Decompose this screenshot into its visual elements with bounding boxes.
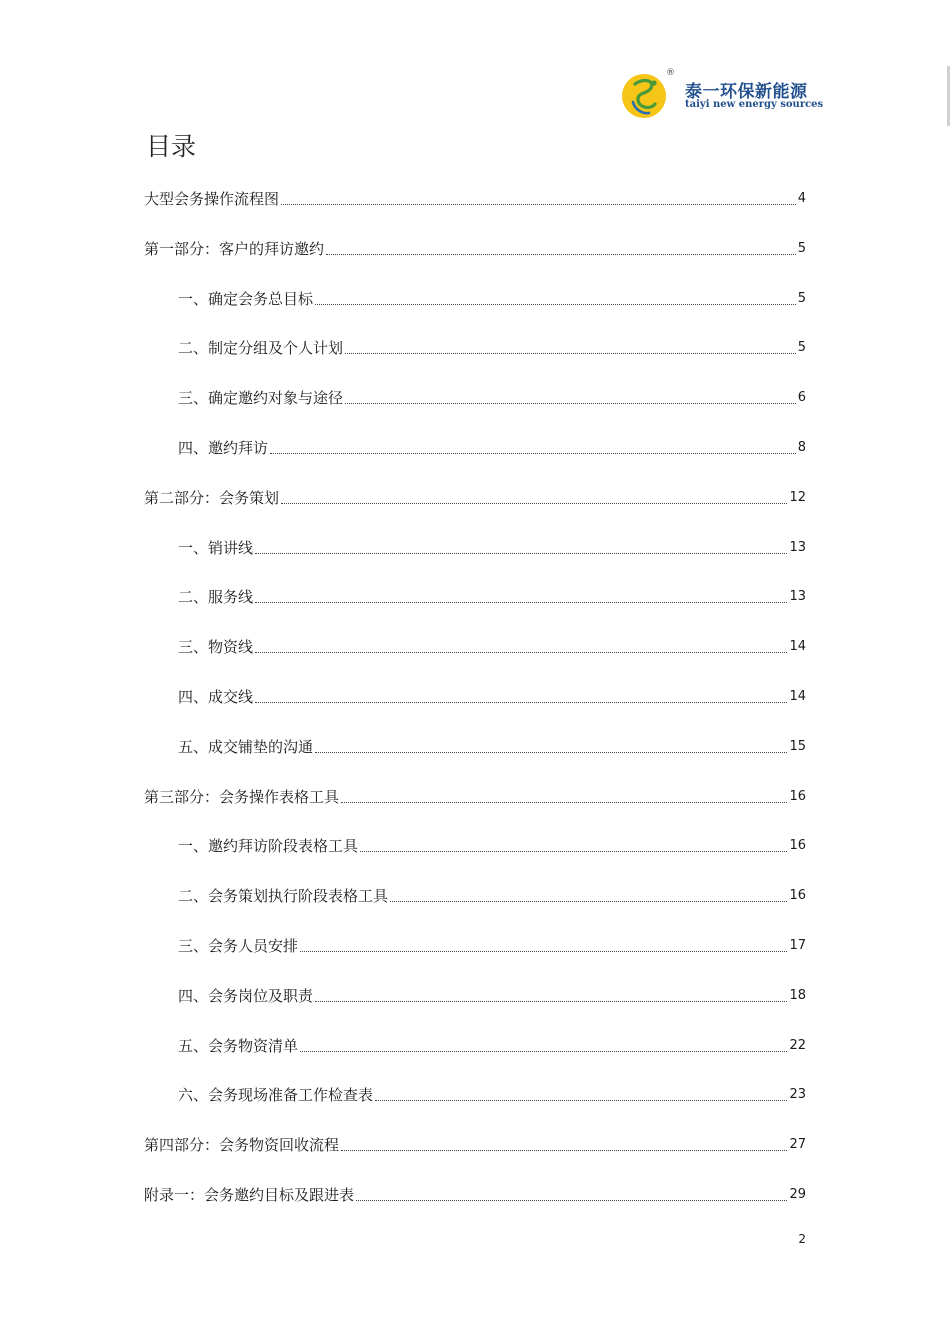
toc-dot-leader — [341, 801, 787, 803]
toc-entry-label: 第四部分：会务物资回收流程 — [144, 1136, 340, 1154]
toc-entry-label: 一、邀约拜访阶段表格工具 — [178, 837, 359, 855]
toc-entry-page: 22 — [789, 1038, 806, 1053]
toc-dot-leader — [390, 900, 787, 902]
toc-entry-page: 16 — [789, 838, 806, 853]
toc-entry-page: 27 — [789, 1137, 806, 1152]
toc-entry-page: 16 — [789, 888, 806, 903]
toc-entry[interactable] — [178, 884, 806, 906]
toc-title: 目录 — [146, 132, 197, 161]
toc-entry[interactable] — [178, 287, 806, 309]
toc-entry-page: 13 — [789, 540, 806, 555]
toc-dot-leader — [341, 1149, 787, 1151]
toc-entry-page: 16 — [789, 789, 806, 804]
toc-entry[interactable] — [178, 336, 806, 358]
toc-entry[interactable] — [144, 1133, 806, 1155]
toc-entry-label: 四、成交线 — [178, 688, 254, 706]
toc-entry[interactable] — [178, 635, 806, 657]
toc-entry[interactable] — [178, 934, 806, 956]
toc-dot-leader — [281, 502, 787, 504]
toc-entry-label: 二、会务策划执行阶段表格工具 — [178, 887, 389, 905]
registered-mark: ® — [666, 68, 675, 78]
toc-entry-label: 三、会务人员安排 — [178, 937, 299, 955]
toc-entry[interactable] — [178, 536, 806, 558]
toc-entry-label: 一、确定会务总目标 — [178, 290, 314, 308]
logo-english-name: taiyi new energy sources — [685, 99, 824, 110]
toc-entry-label: 第一部分：客户的拜访邀约 — [144, 240, 325, 258]
toc-entry-label: 三、物资线 — [178, 638, 254, 656]
toc-entry[interactable] — [144, 1183, 806, 1205]
toc-entry[interactable] — [178, 585, 806, 607]
toc-entry[interactable] — [178, 386, 806, 408]
toc-entry-page: 23 — [789, 1087, 806, 1102]
toc-dot-leader — [345, 352, 796, 354]
toc-dot-leader — [315, 1000, 787, 1002]
toc-dot-leader — [375, 1099, 787, 1101]
toc-dot-leader — [315, 751, 787, 753]
toc-dot-leader — [255, 601, 787, 603]
toc-dot-leader — [356, 1199, 787, 1201]
toc-entry-label: 第三部分：会务操作表格工具 — [144, 788, 340, 806]
toc-entry-page: 13 — [789, 589, 806, 604]
page-number: 2 — [798, 1232, 806, 1246]
toc-entry-label: 三、确定邀约对象与途径 — [178, 389, 344, 407]
toc-entry-page: 6 — [797, 390, 806, 405]
company-logo — [621, 68, 824, 124]
toc-entry[interactable] — [144, 785, 806, 807]
toc-entry[interactable] — [178, 735, 806, 757]
toc-entry-label: 附录一：会务邀约目标及跟进表 — [144, 1186, 355, 1204]
toc-dot-leader — [255, 701, 787, 703]
toc-dot-leader — [281, 203, 796, 205]
toc-entry-label: 二、制定分组及个人计划 — [178, 339, 344, 357]
toc-entry-label: 五、会务物资清单 — [178, 1037, 299, 1055]
toc-entry[interactable] — [144, 187, 806, 209]
toc-dot-leader — [360, 850, 787, 852]
toc-entry-label: 四、邀约拜访 — [178, 439, 269, 457]
toc-entry-page: 15 — [789, 739, 806, 754]
toc-dot-leader — [326, 253, 796, 255]
toc-entry[interactable] — [178, 685, 806, 707]
toc-entry-page: 14 — [789, 639, 806, 654]
toc-entry-label: 六、会务现场准备工作检查表 — [178, 1086, 374, 1104]
toc-entry-page: 8 — [797, 440, 806, 455]
toc-entry-page: 18 — [789, 988, 806, 1003]
toc-entry-label: 五、成交铺垫的沟通 — [178, 738, 314, 756]
toc-entry[interactable] — [178, 1083, 806, 1105]
toc-entry[interactable] — [178, 1034, 806, 1056]
toc-entry-label: 四、会务岗位及职责 — [178, 987, 314, 1005]
toc-entry-page: 4 — [797, 191, 806, 206]
toc-entry-page: 5 — [797, 241, 806, 256]
toc-entry-label: 一、销讲线 — [178, 539, 254, 557]
toc-entry[interactable] — [144, 486, 806, 508]
toc-dot-leader — [315, 303, 796, 305]
toc-entry-label: 大型会务操作流程图 — [144, 190, 280, 208]
toc-entry-page: 5 — [797, 340, 806, 355]
toc-entry-page: 17 — [789, 938, 806, 953]
toc-dot-leader — [345, 402, 796, 404]
toc-dot-leader — [300, 1050, 787, 1052]
toc-entry-page: 29 — [789, 1187, 806, 1202]
toc-entry[interactable] — [178, 984, 806, 1006]
toc-entry-label: 二、服务线 — [178, 588, 254, 606]
toc-entry-page: 5 — [797, 291, 806, 306]
toc-entry[interactable] — [178, 436, 806, 458]
toc-entry[interactable] — [144, 237, 806, 259]
logo-chinese-name: 泰一环保新能源 — [685, 82, 808, 102]
toc-dot-leader — [255, 552, 787, 554]
toc-entry-page: 12 — [789, 490, 806, 505]
toc-entry[interactable] — [178, 834, 806, 856]
toc-dot-leader — [255, 651, 787, 653]
toc-entry-page: 14 — [789, 689, 806, 704]
toc-entry-label: 第二部分：会务策划 — [144, 489, 280, 507]
toc-dot-leader — [270, 452, 796, 454]
toc-dot-leader — [300, 950, 787, 952]
taiyi-logo-icon — [621, 70, 671, 120]
